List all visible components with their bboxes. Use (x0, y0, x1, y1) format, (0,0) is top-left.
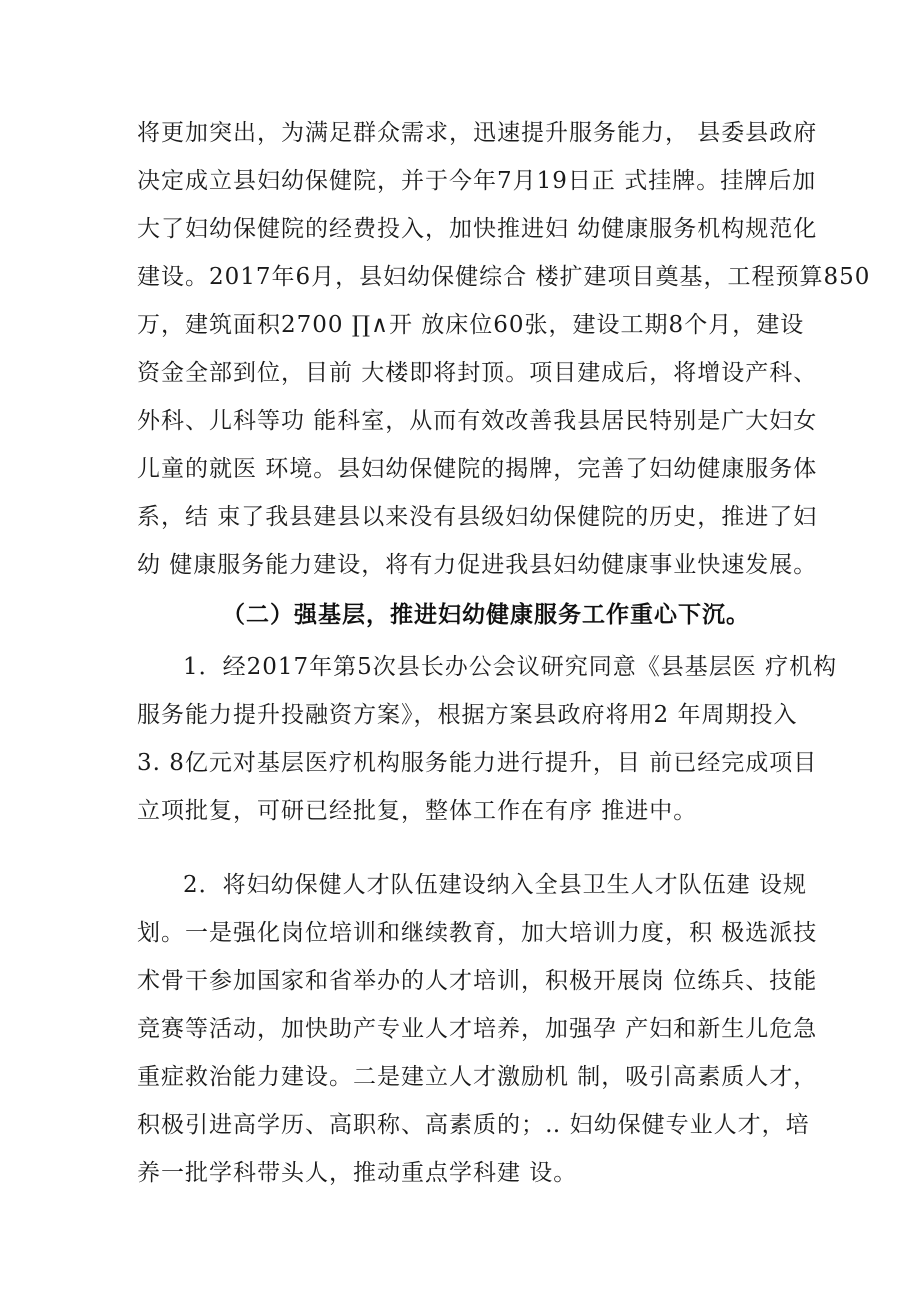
section-heading: （二）强基层，推进妇幼健康服务工作重心下沉。 (222, 602, 750, 628)
paragraph-line: 竞赛等活动，加快助产专业人才培养，加强孕 产妇和新生儿危急 (137, 1016, 818, 1042)
paragraph-line: 立项批复，可研已经批复，整体工作在有序 推进中。 (137, 798, 698, 824)
paragraph-line: 重症救治能力建设。二是建立人才激励机 制，吸引高素质人才， (137, 1064, 818, 1090)
paragraph-line: 万，建筑面积2700 ∏∧开 放床位60张，建设工期8个月，建设 (137, 312, 805, 338)
paragraph-line: 儿童的就医 环境。县妇幼保健院的揭牌，完善了妇幼健康服务体 (137, 456, 818, 482)
paragraph-line: 积极引进高学历、高职称、高素质的；‥ 妇幼保健专业人才，培 (137, 1112, 810, 1138)
paragraph-line: 将更加突出，为满足群众需求，迅速提升服务能力， 县委县政府 (137, 120, 818, 146)
paragraph-line: 养一批学科带头人，推动重点学科建 设。 (137, 1160, 578, 1186)
paragraph-line: 系，结 束了我县建县以来没有县级妇幼保健院的历史，推进了妇 (137, 504, 818, 530)
paragraph-line: 2．将妇幼保健人才队伍建设纳入全县卫生人才队伍建 设规 (183, 872, 807, 898)
paragraph-line: 建设。2017年6月，县妇幼保健综合 楼扩建项目奠基，工程预算850 (137, 264, 871, 290)
paragraph-line: 划。一是强化岗位培训和继续教育，加大培训力度，积 极选派技 (137, 920, 818, 946)
paragraph-line: 幼 健康服务能力建设，将有力促进我县妇幼健康事业快速发展。 (137, 552, 818, 578)
paragraph-line: 外科、儿科等功 能科室，从而有效改善我县居民特别是广大妇女 (137, 408, 818, 434)
paragraph-line: 1．经2017年第5次县长办公会议研究同意《县基层医 疗机构 (183, 654, 838, 680)
paragraph-line: 大了妇幼保健院的经费投入，加快推进妇 幼健康服务机构规范化 (137, 216, 818, 242)
paragraph-line: 决定成立县妇幼保健院，并于今年7月19日正 式挂牌。挂牌后加 (137, 168, 817, 194)
paragraph-line: 资金全部到位，目前 大楼即将封顶。项目建成后，将增设产科、 (137, 360, 818, 386)
paragraph-line: 3. 8亿元对基层医疗机构服务能力进行提升，目 前已经完成项目 (137, 750, 818, 776)
paragraph-line: 服务能力提升投融资方案》，根据方案县政府将用2 年周期投入 (137, 702, 798, 728)
paragraph-line: 术骨干参加国家和省举办的人才培训，积极开展岗 位练兵、技能 (137, 968, 818, 994)
